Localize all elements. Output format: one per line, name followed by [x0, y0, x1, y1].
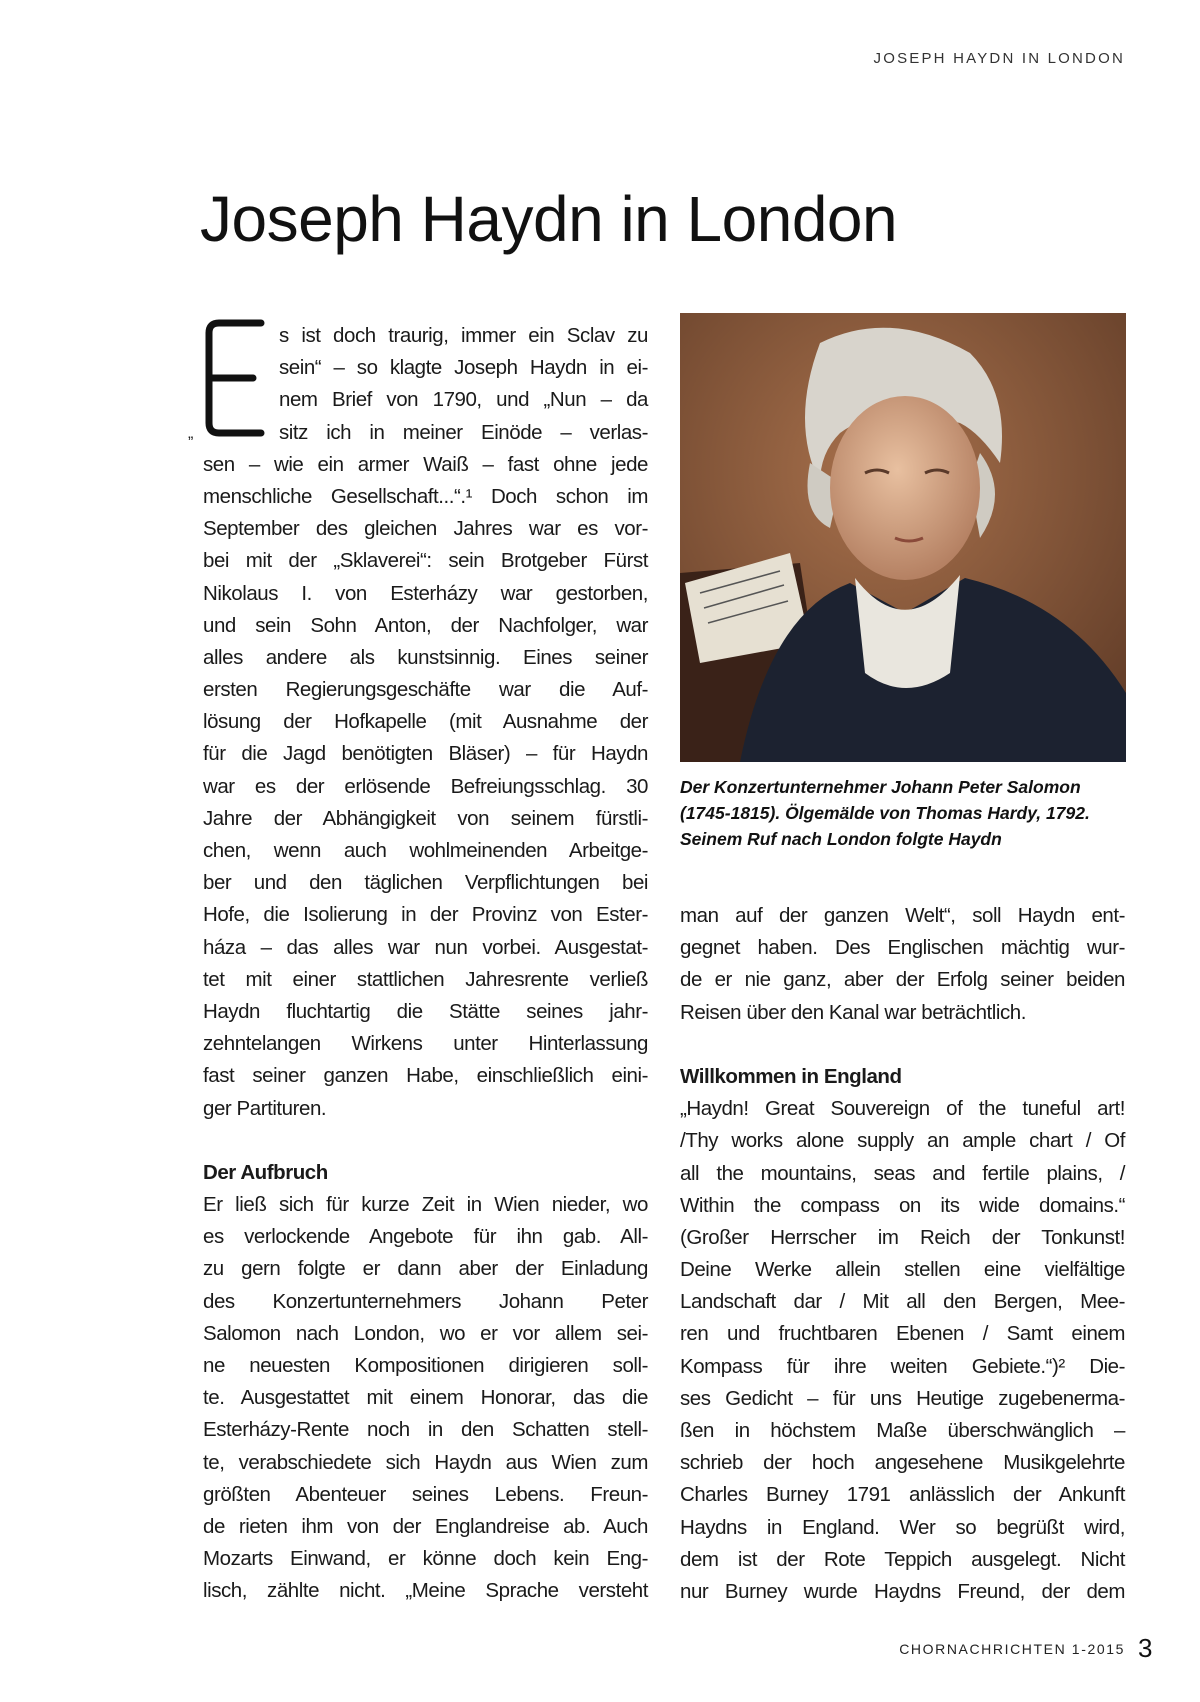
text-line: Landschaft dar / Mit all den Bergen, Mee- [680, 1290, 1125, 1314]
text-line: ersten Regierungsgeschäfte war die Auf- [203, 678, 648, 702]
text-line: Nikolaus I. von Esterházy war gestorben, [203, 581, 648, 605]
text-line: tet mit einer stattlichen Jahresrente verließ [203, 967, 648, 991]
text-line: Deine Werke allein stellen eine vielfältige [680, 1258, 1125, 1282]
section-heading: Der Aufbruch [203, 1160, 328, 1184]
text-line: für die Jagd benötigten Bläser) – für Haydn [203, 742, 648, 766]
text-line: gegnet haben. Des Englischen mächtig wur- [680, 936, 1125, 960]
text-line: Kompass für ihre weiten Gebiete.“)² Die- [680, 1354, 1125, 1378]
text-line: Charles Burney 1791 anlässlich der Ankunft [680, 1483, 1125, 1507]
text-line: „Haydn! Great Souvereign of the tuneful art! [680, 1097, 1125, 1121]
text-line: es verlockende Angebote für ihn gab. All- [203, 1225, 648, 1249]
section-heading: Willkommen in England [680, 1064, 902, 1088]
running-head: JOSEPH HAYDN IN LONDON [873, 50, 1125, 67]
caption-line: (1745-1815). Ölgemälde von Thomas Hardy, 1792. [680, 803, 1090, 823]
footer-publication: CHORNACHRICHTEN 1-2015 [899, 1641, 1125, 1657]
text-line: (Großer Herrscher im Reich der Tonkunst! [680, 1225, 1125, 1249]
text-line [203, 1125, 648, 1157]
text-line: sen – wie ein armer Waiß – fast ohne jede [203, 452, 648, 476]
text-line: menschliche Gesellschaft...“.¹ Doch schon im [203, 484, 648, 508]
text-line: Salomon nach London, wo er vor allem sei- [203, 1321, 648, 1345]
caption-line: Seinem Ruf nach London folgte Haydn [680, 829, 1002, 849]
left-column-text [203, 320, 648, 1608]
text-line: fast seiner ganzen Habe, einschließlich eini- [203, 1064, 648, 1088]
text-line [680, 1029, 1125, 1061]
text-line: schrieb der hoch angesehene Musikgelehrte [680, 1451, 1125, 1475]
text-line: all the mountains, seas and fertile plains, / [680, 1161, 1125, 1185]
text-line: de rieten ihm von der Englandreise ab. Auch [203, 1514, 648, 1538]
text-line: war es der erlösende Befreiungsschlag. 30 [203, 774, 648, 798]
text-line: háza – das alles war nun vorbei. Ausgestat- [203, 935, 648, 959]
page-number: 3 [1138, 1633, 1153, 1663]
text-line: /Thy works alone supply an ample chart / Of [680, 1129, 1125, 1153]
text-line: lösung der Hofkapelle (mit Ausnahme der [203, 710, 648, 734]
text-line: größten Abenteuer seines Lebens. Freun- [203, 1482, 648, 1506]
text-line: Reisen über den Kanal war beträchtlich. [680, 1000, 1026, 1024]
text-line: Hofe, die Isolierung in der Provinz von Ester- [203, 903, 648, 927]
caption-line: Der Konzertunternehmer Johann Peter Salomon [680, 777, 1081, 797]
text-line: sitz ich in meiner Einöde – verlas- [279, 420, 648, 444]
text-line: September des gleichen Jahres war es vor- [203, 517, 648, 541]
text-line: ne neuesten Kompositionen dirigieren soll- [203, 1354, 648, 1377]
text-line: dem ist der Rote Teppich ausgelegt. Nicht [680, 1547, 1125, 1571]
text-line: des Konzertunternehmers Johann Peter [203, 1289, 648, 1313]
text-line: Within the compass on its wide domains.“ [680, 1193, 1125, 1217]
text-line: nem Brief von 1790, und „Nun – da [279, 388, 648, 412]
text-line: lisch, zählte nicht. „Meine Sprache versteht [203, 1579, 648, 1603]
text-line: ber und den täglichen Verpflichtungen bei [203, 871, 648, 895]
right-column-text [680, 900, 1125, 1608]
text-line: Esterházy-Rente noch in den Schatten stell- [203, 1418, 648, 1442]
text-line: te. Ausgestattet mit einem Honorar, das die [203, 1386, 648, 1410]
text-line: und sein Sohn Anton, der Nachfolger, war [203, 613, 648, 637]
text-line: te, verabschiedete sich Haydn aus Wien zum [203, 1450, 648, 1474]
text-line: sein“ – so klagte Joseph Haydn in ei- [279, 356, 648, 380]
drop-cap-quote: „ [188, 425, 194, 442]
text-line: Mozarts Einwand, er könne doch kein Eng- [203, 1547, 648, 1571]
text-line: s ist doch traurig, immer ein Sclav zu [279, 324, 648, 347]
text-line: Jahre der Abhängigkeit von seinem fürstli- [203, 806, 648, 830]
text-line: alles andere als kunstsinnig. Eines seiner [203, 645, 648, 669]
text-line: chen, wenn auch wohlmeinenden Arbeitge- [203, 839, 648, 862]
text-line: ßen in höchstem Maße überschwänglich – [680, 1419, 1125, 1442]
text-line: ren und fruchtbaren Ebenen / Samt einem [680, 1322, 1125, 1346]
text-line: man auf der ganzen Welt“, soll Haydn ent- [680, 904, 1125, 927]
text-line: bei mit der „Sklaverei“: sein Brotgeber Fürst [203, 549, 648, 573]
text-line: Haydns in England. Wer so begrüßt wird, [680, 1515, 1125, 1539]
page-title: Joseph Haydn in London [200, 183, 898, 255]
text-line: ses Gedicht – für uns Heutige zugebenerma- [680, 1386, 1125, 1410]
text-line: ger Partituren. [203, 1096, 327, 1120]
image-caption [680, 774, 1140, 852]
text-line: nur Burney wurde Haydns Freund, der dem [680, 1579, 1125, 1603]
text-line: Haydn fluchtartig die Stätte seines jahr- [203, 999, 648, 1023]
text-line: zu gern folgte er dann aber der Einladung [203, 1257, 648, 1281]
text-line: zehntelangen Wirkens unter Hinterlassung [203, 1032, 648, 1056]
text-line: de er nie ganz, aber der Erfolg seiner beiden [680, 968, 1125, 992]
portrait-painting-salomon [680, 313, 1126, 762]
text-line: Er ließ sich für kurze Zeit in Wien nieder, wo [203, 1193, 648, 1217]
